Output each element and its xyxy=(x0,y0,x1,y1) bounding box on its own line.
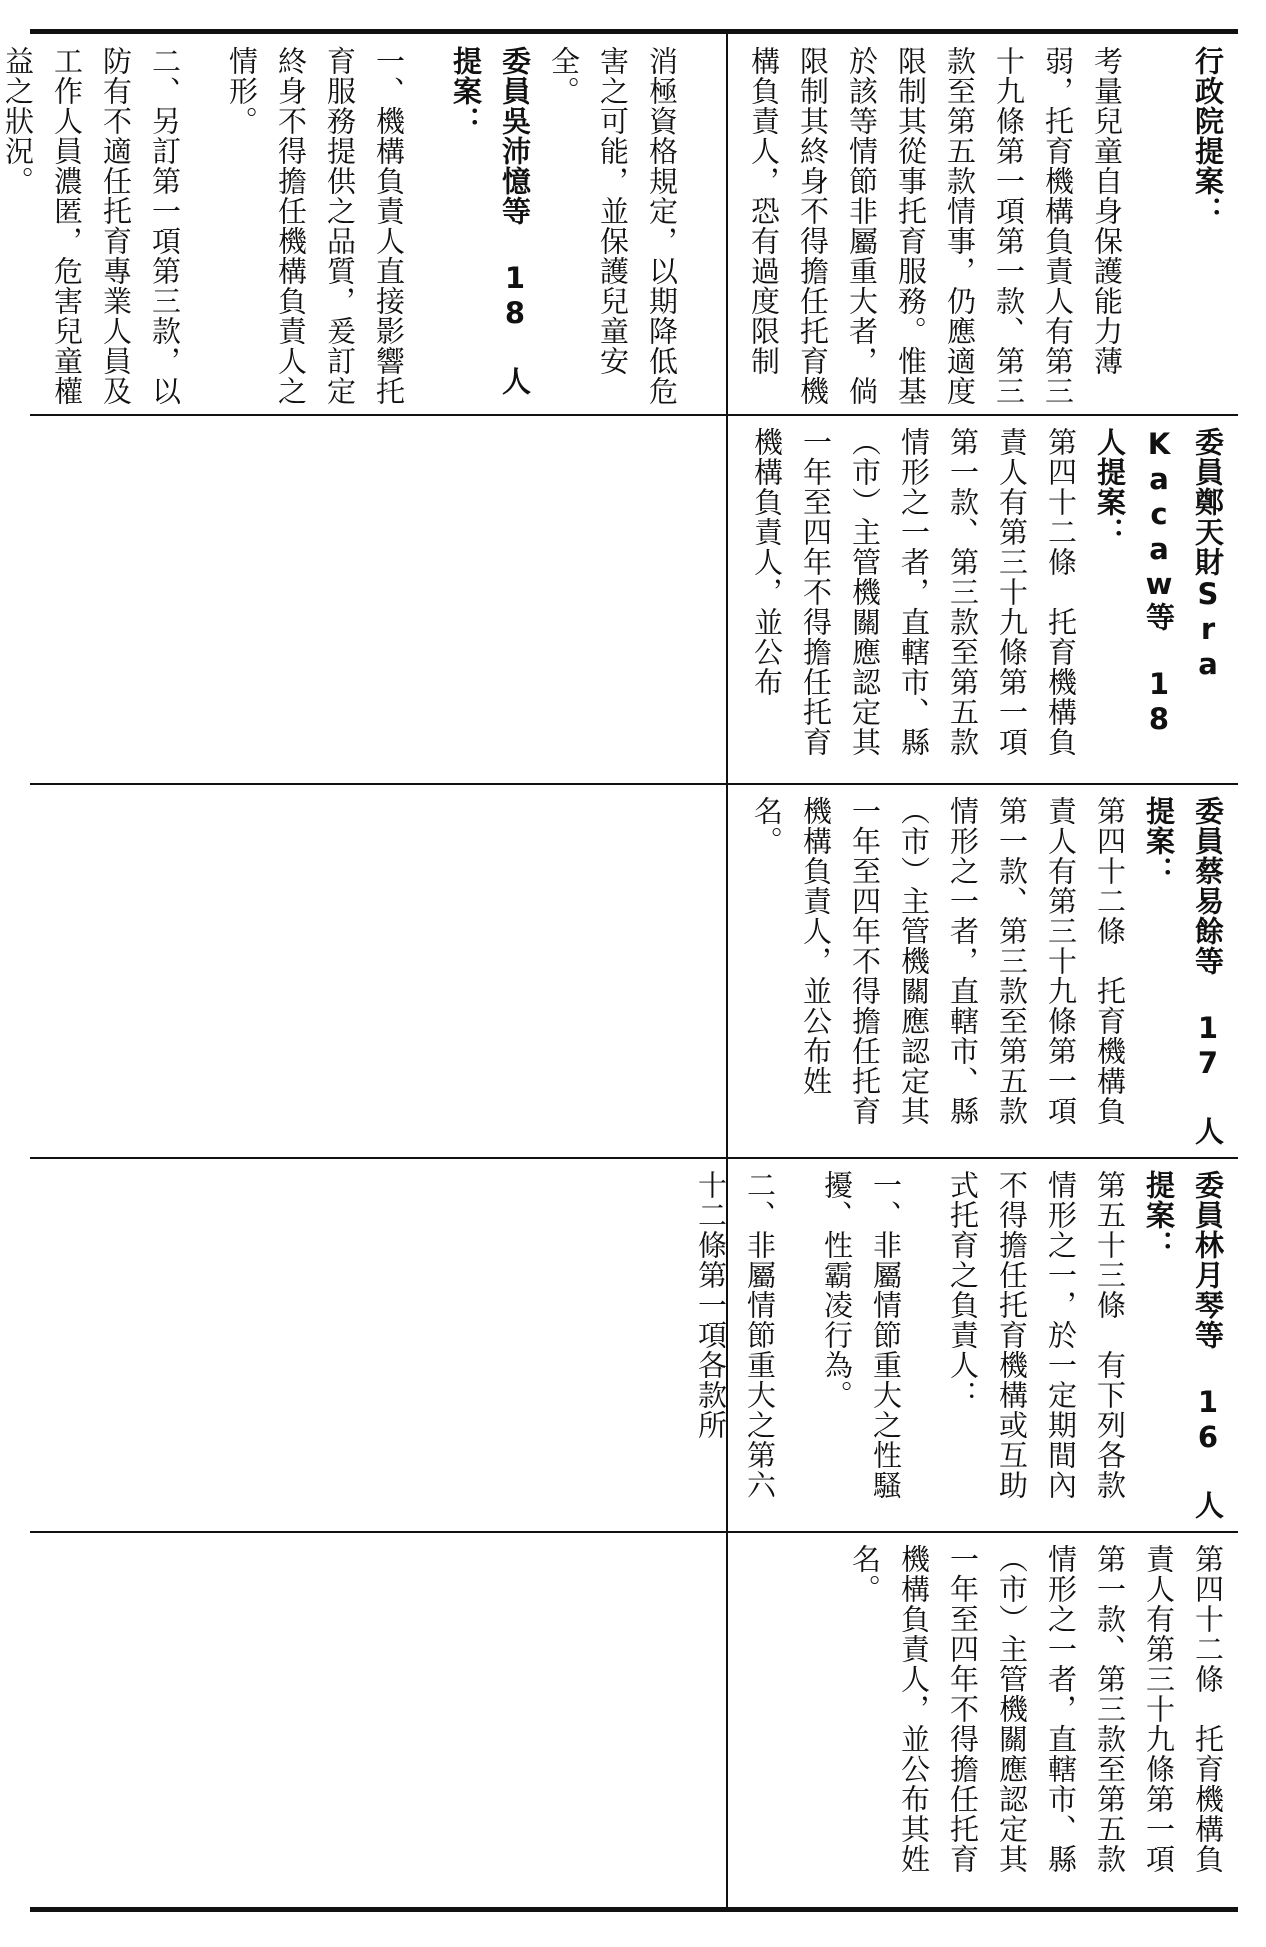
row-divider-3 xyxy=(30,1157,1238,1159)
left-cell-4 xyxy=(694,1160,1238,1529)
right-cell-1 xyxy=(1,36,726,412)
paragraph-2: 一、機構負責人直接影響托育服務提供之品質，爰訂定終身不得擔任機構負責人之情形。 xyxy=(225,46,406,406)
paragraph-0: 消極資格規定，以期降低危害之可能，並保護兒童安全。 xyxy=(547,46,679,406)
right-cell-3 xyxy=(30,786,726,1155)
paragraph-1: 第四十二條 托育機構負責人有第三十九條第一項第一款、第三款至第五款情形之一者，直轄市、縣（市）主管機關應認定其一年至四年不得擔任托育機構負責人，並公布 xyxy=(750,427,1078,757)
left-cell-3 xyxy=(728,786,1238,1155)
left-cell-5 xyxy=(728,1534,1238,1905)
paragraph-1: 第五十三條 有下列各款情形之一，於一定期間內不得擔任托育機構或互助式托育之負責人： xyxy=(946,1170,1127,1500)
right-cell-5 xyxy=(30,1534,726,1905)
left-cell-2 xyxy=(728,417,1238,781)
row-divider-4 xyxy=(30,1531,1238,1533)
paragraph-2: 一、非屬情節重大之性騷擾、性霸凌行為。 xyxy=(820,1170,903,1500)
right-cell-2 xyxy=(30,417,726,781)
proposal-heading-0: 行政院提案： xyxy=(1191,46,1225,226)
paragraph-0: 第四十二條 托育機構負責人有第三十九條第一項第一款、第三款至第五款情形之一者，直轄市、縣（市）主管機關應認定其一年至四年不得擔任托育機構負責人，並公布其姓名。 xyxy=(848,1544,1225,1874)
paragraph-1: 考量兒童自身保護能力薄弱，托育機構負責人有第三十九條第一項第一款、第三款至第五款情事，仍應適度限制其從事托育服務。惟基於該等情節非屬重大者，倘限制其終身不得擔任托育機構負責人，恐有過度限制 xyxy=(747,46,1124,406)
left-cell-1 xyxy=(728,36,1238,412)
proposal-heading-0: 委員蔡易餘等 17 人提案： xyxy=(1142,796,1225,1146)
table-top-border xyxy=(30,29,1238,34)
right-cell-4 xyxy=(30,1160,726,1529)
paragraph-3: 二、非屬情節重大之第六十二條第一項各款所 xyxy=(694,1170,777,1500)
row-divider-1 xyxy=(30,414,1238,416)
proposal-heading-0: 委員林月琴等 16 人提案： xyxy=(1142,1170,1225,1520)
proposal-heading-0: 委員鄭天財Sra Kacaw等 18 人提案： xyxy=(1093,427,1225,737)
table-bottom-border xyxy=(30,1907,1238,1912)
paragraph-3: 二、另訂第一項第三款，以防有不適任托育專業人員及工作人員濃匿，危害兒童權益之狀況。 xyxy=(1,46,182,406)
row-divider-2 xyxy=(30,783,1238,785)
paragraph-1: 第四十二條 托育機構負責人有第三十九條第一項第一款、第三款至第五款情形之一者，直轄市、縣（市）主管機關應認定其一年至四年不得擔任托育機構負責人，並公布姓名。 xyxy=(750,796,1127,1126)
proposal-heading-1: 委員吳沛憶等 18 人提案： xyxy=(449,46,532,396)
